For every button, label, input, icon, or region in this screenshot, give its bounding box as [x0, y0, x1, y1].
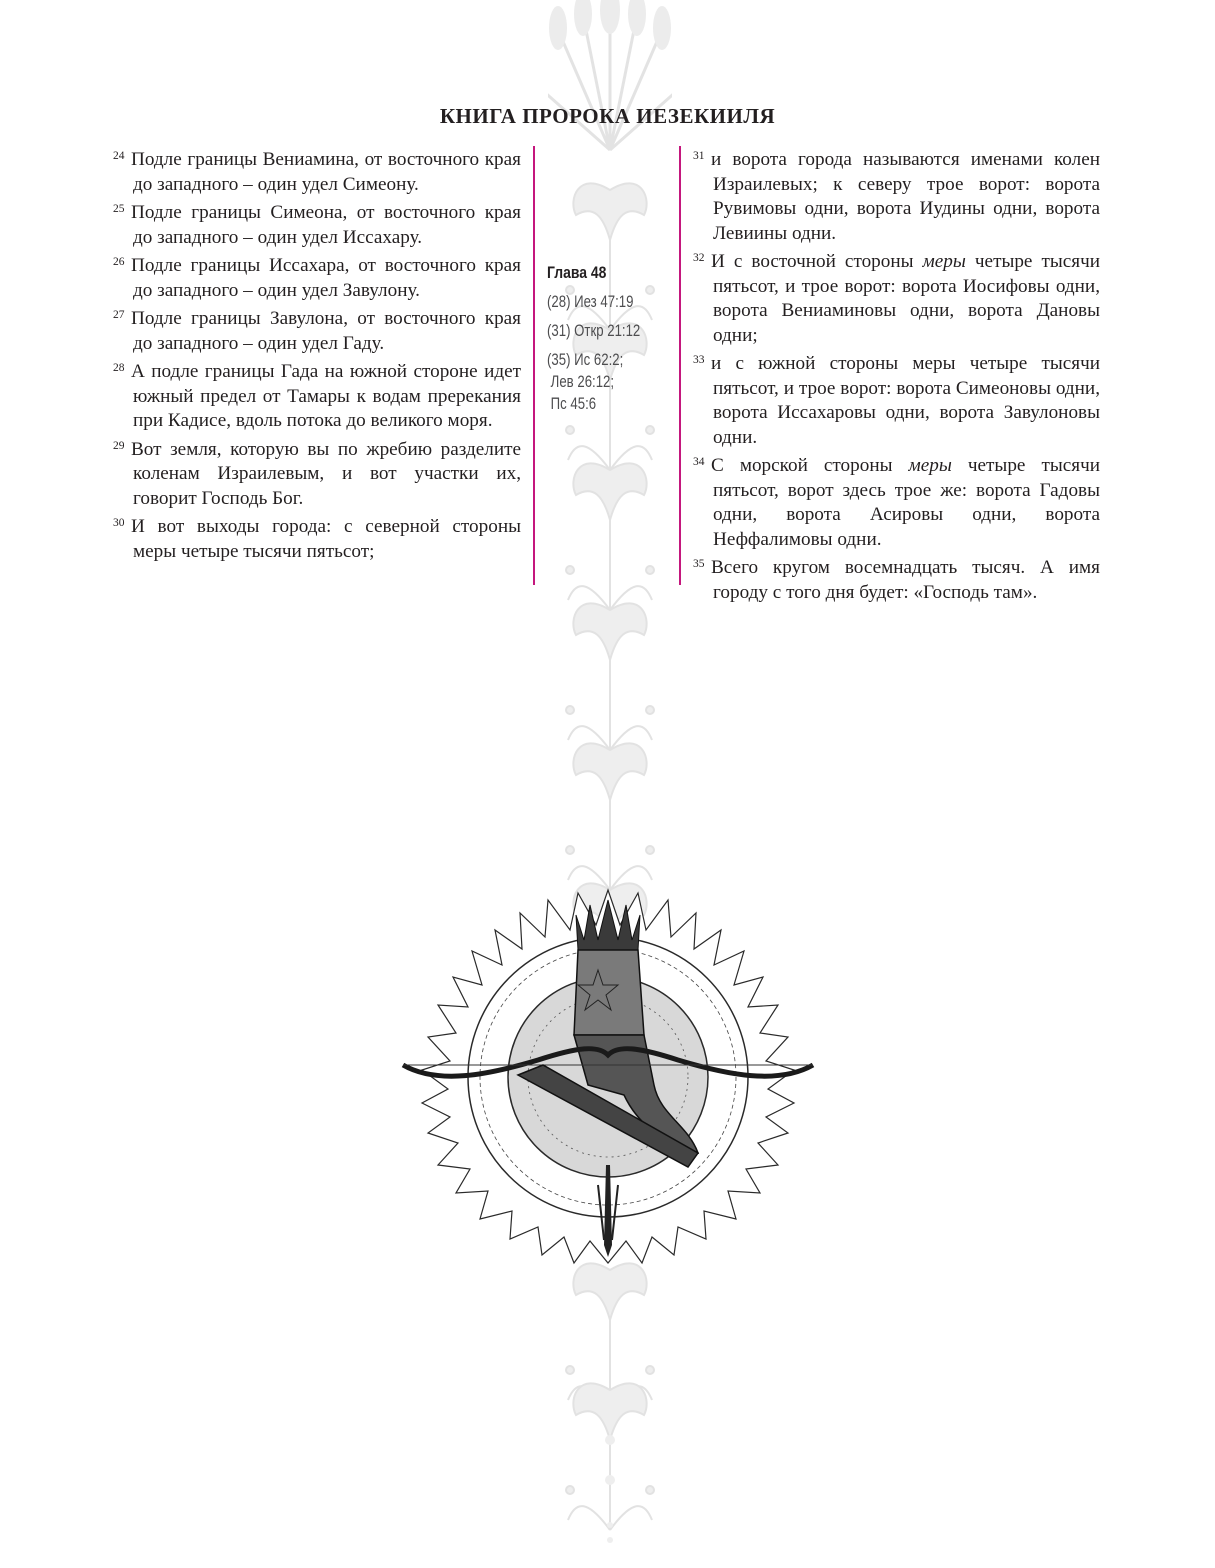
- left-text-column: [113, 144, 521, 564]
- verse-number: 29: [113, 439, 125, 452]
- verse: [113, 197, 521, 250]
- verse-text-part: И с восточной стороны: [711, 251, 923, 272]
- verse-text: Вот земля, которую вы по жребию разделите коленам Израилевым, и вот участки их, говорит Господь Бог.: [131, 438, 521, 509]
- verse: [113, 303, 521, 356]
- bow-quiver-crown-emblem: [398, 885, 818, 1265]
- floral-column-ornament: [548, 0, 672, 1563]
- column-divider-right: [679, 146, 681, 585]
- verse-number: 30: [113, 517, 125, 529]
- column-divider-left: [533, 146, 535, 585]
- verse: [113, 434, 521, 512]
- verse-text-part: Всего кругом восемнадцать тысяч. А имя городу с того дня будет: «Господь там».: [711, 557, 1100, 603]
- cross-reference: (31) Откр 21:12: [547, 322, 641, 340]
- verse-text-italic: меры: [908, 455, 952, 476]
- verse-number: 32: [693, 252, 705, 264]
- verse-number: 34: [693, 456, 705, 468]
- verse-text-part: и ворота города называются именами колен Израилевых; к северу трое ворот: ворота Рувимовы одни, ворота Иудины одни, ворота Левиины одни.: [711, 149, 1100, 244]
- cross-reference: (28) Иез 47:19: [547, 293, 634, 311]
- verse-text: Подле границы Симеона, от восточного края до западного – один удел Иссахару.: [131, 202, 521, 248]
- verse-text: [711, 557, 1100, 603]
- verse-number: 35: [693, 558, 705, 570]
- verse-text-part: и с южной стороны меры четыре тысячи пятьсот, и трое ворот: ворота Симеоновы одни, ворота Иссахаровы одни, ворота Завулоновы одни.: [711, 353, 1100, 448]
- verse: [113, 144, 521, 197]
- cross-references: [547, 263, 672, 422]
- cross-reference: (35) Ис 62:2; Лев 26:12; Пс 45:6: [547, 351, 624, 413]
- floral-ornament-graphic: [548, 0, 672, 1563]
- verse-text: [711, 149, 1100, 244]
- verse-text-part: С морской стороны: [711, 455, 909, 476]
- verse-number: 27: [113, 309, 125, 321]
- verse-number: 25: [113, 203, 125, 215]
- verse-text: Подле границы Завулона, от восточного края до западного – один удел Гаду.: [131, 308, 521, 354]
- verse: [113, 511, 521, 564]
- page-title: КНИГА ПРОРОКА ИЕЗЕКИИЛЯ: [439, 104, 776, 129]
- verse-number: 33: [693, 354, 705, 366]
- verse-text-part: четыре тысячи пятьсот, и трое ворот: ворота Иосифовы одни, ворота Вениаминовы одни, ворота Дановы одни;: [713, 251, 1100, 346]
- verse-text: [711, 353, 1100, 448]
- verse-number: 28: [113, 362, 125, 374]
- verse: [693, 246, 1100, 348]
- verse-text-part: четыре тысячи пятьсот, ворот здесь трое же: ворота Гадовы одни, ворота Асировы одни, ворота Неффалимовы одни.: [713, 455, 1100, 550]
- verse: [693, 144, 1100, 246]
- verse-text: [711, 251, 1100, 346]
- verse-number: 26: [113, 256, 125, 268]
- verse-text: А подле границы Гада на южной стороне идет южный предел от Тамары к водам пререкания при Кадисе, вдоль потока до великого моря.: [131, 361, 521, 431]
- right-text-column: [693, 144, 1100, 605]
- emblem-graphic: [398, 885, 818, 1265]
- verse-text: [711, 455, 1100, 550]
- verse: [113, 356, 521, 434]
- chapter-heading: Глава 48: [547, 263, 607, 282]
- verse: [693, 552, 1100, 605]
- verse-text: Подле границы Иссахара, от восточного края до западного – один удел Завулону.: [131, 255, 521, 301]
- verse-number: 31: [693, 150, 705, 162]
- verse-number: 24: [113, 150, 125, 162]
- verse: [113, 250, 521, 303]
- verse: [693, 450, 1100, 552]
- verse-text-italic: меры: [922, 251, 966, 272]
- verse: [693, 348, 1100, 450]
- verse-text: Подле границы Вениамина, от восточного края до западного – один удел Симеону.: [131, 149, 521, 195]
- verse-text: И вот выходы города: с северной стороны меры четыре тысячи пятьсот;: [131, 516, 521, 562]
